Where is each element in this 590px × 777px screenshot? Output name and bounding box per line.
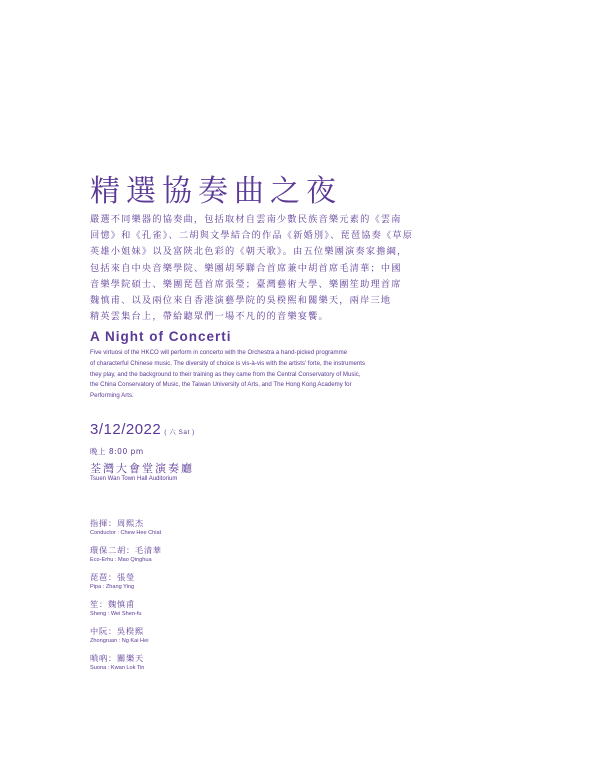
intro-english-line: they play, and the background to their training as they came from the Central Conservatory of Music, [90,370,361,378]
credit-item [90,652,390,673]
intro-english-line: Five virtuosi of the HKCO will perform in concerto with the Orchestra a hand-picked programme [90,349,348,356]
credit-item [90,625,390,646]
concert-title-english: A Night of Concerti [90,329,232,344]
intro-chinese-line: 魏慎甫、以及兩位來自香港演藝學院的吳楑熙和關樂天，兩岸三地 [90,295,392,307]
credit-chinese: 指揮：周熙杰 [90,518,144,528]
credit-item [90,544,390,565]
credit-chinese: 琵琶：張瑩 [90,572,135,582]
credit-english: Zhongruan : Ng Kai Hei [90,638,149,644]
intro-chinese-line: 包括來自中央音樂學院、樂團胡琴聯合首席兼中胡首席毛清華；中國 [90,262,402,274]
concert-title-chinese: 精選協奏曲之夜 [90,174,342,209]
credit-english: Sheng : Wei Shen-fu [90,611,142,617]
credit-item [90,517,390,538]
intro-chinese-line: 音樂學院碩士、樂團琵琶首席張瑩；臺灣藝術大學、樂團笙助理首席 [90,278,402,290]
intro-chinese-line: 精英雲集台上，帶給聽眾們一場不凡的的音樂宴饗。 [90,311,329,323]
event-date-value: 3/12/2022 [90,421,162,438]
credit-item [90,598,390,619]
intro-english-line: the China Conservatory of Music, the Taiwan University of Arts, and The Hong Kong Academy for [90,381,352,389]
credit-chinese: 笙：魏慎甫 [90,599,135,609]
intro-chinese [90,212,512,325]
credit-english: Eco-Erhu : Mao Qinghua [90,557,152,563]
credit-english: Suona : Kwan Lok Tin [90,665,145,671]
credit-chinese: 中阮：吳楑熙 [90,626,144,636]
venue-english: Tsuen Wan Town Hall Auditorium [90,476,178,482]
intro-chinese-line: 英雄小姐妹》以及富陝北色彩的《朝天歌》。由五位樂團演奏家擔綱， [90,246,408,258]
venue-chinese: 荃灣大會堂演奏廳 [90,462,194,475]
credit-english: Pipa : Zhang Ying [90,584,135,590]
event-weekday: ( 六 Sat ) [164,429,195,436]
intro-english [90,348,510,402]
event-time: 晚上 8:00 pm [90,447,144,456]
credit-english: Conductor : Chew Hee Chiat [90,530,162,536]
credit-item [90,571,390,592]
intro-english-line: of characterful Chinese music. The diversity of choice is vis-à-vis with the artists' forte, the instruments [90,359,366,367]
event-date [90,421,195,438]
intro-chinese-line: 嚴選不同樂器的協奏曲，包括取材自雲南少數民族音樂元素的《雲南 [90,214,402,225]
credit-chinese: 嗩吶：關樂天 [90,653,144,663]
credit-chinese: 環保二胡：毛清華 [90,545,162,555]
intro-english-line: Performing Arts. [90,392,134,400]
performer-credits [90,517,390,679]
intro-chinese-line: 回憶》和《孔雀》、二胡與文學結合的作品《新婚別》、琵琶協奏《草原 [90,230,414,242]
